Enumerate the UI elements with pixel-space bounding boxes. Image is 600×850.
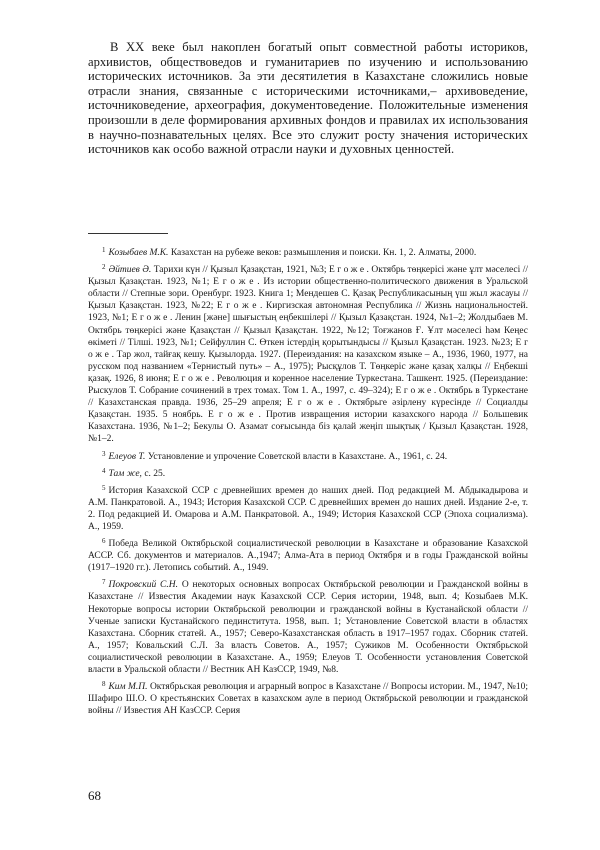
footnote-3: [88, 448, 528, 463]
footnote-author: Ким М.П.: [108, 682, 148, 693]
footnote-author: Покровский С.Н.: [108, 580, 178, 591]
footnote-text: с. 25.: [141, 468, 166, 479]
footnote-author: Елеуов Т.: [108, 451, 146, 462]
footnote-4: [88, 465, 528, 480]
footnote-5: [88, 482, 528, 533]
footnote-text: Октябрьская революция и аграрный вопрос в Казахстане // Вопросы истории. М., 1947, №10; Шафиро Ш.О. О крестьянских Советах в казахском ауле в период Октябрьской революции и гражданской войны // Известия АН КазССР. Серия: [88, 682, 528, 717]
page-number: 68: [88, 788, 101, 803]
footnote-1: [88, 244, 528, 259]
footnote-separator: [88, 233, 168, 234]
footnote-number: 7: [102, 578, 106, 587]
footnote-8: [88, 678, 528, 717]
footnote-number: 6: [102, 537, 106, 546]
footnote-text: Установление и упрочение Советской власти в Казахстане. А., 1961, с. 24.: [145, 451, 448, 462]
footnote-author: Там же,: [108, 468, 142, 479]
footnote-6: [88, 535, 528, 574]
main-paragraph: В XX веке был накоплен богатый опыт совместной работы историков, архивистов, обществоведов и гуманитариев по изучению и использованию исторических источников. За эти десятилетия в Казахстане сложились новые отрасли знания, связанные с историческими источниками,– архивоведение, источниковедение, археография, документоведение. Положительные изменения произошли в деле формирования архивных фондов и правилах их использования в научно-познавательных целях. Все это служит росту значения исторических источников как особо важной отрасли науки и духовных ценностей.: [88, 40, 528, 157]
footnote-number: 2: [102, 263, 106, 272]
footnote-text: История Казахской ССР с древнейших времен до наших дней. Под редакцией М. Абдыкадырова и А.М. Панкратовой. А., 1943; История Казахской ССР. С древнейших времен до наших дней. Издание 2-е, т. 2. Под редакцией И. Омарова и А.М. Панкратовой. А., 1949; История Казахской ССР (Эпоха социализма). А., 1959.: [88, 485, 528, 532]
footnotes: [88, 244, 528, 719]
footnote-7: [88, 576, 528, 676]
footnote-number: 5: [102, 483, 106, 492]
footnote-text: Казахстан на рубеже веков: размышления и поиски. Кн. 1, 2. Алматы, 2000.: [168, 248, 477, 258]
footnote-number: 8: [102, 680, 106, 689]
footnote-number: 3: [102, 449, 106, 458]
footnote-author: Козыбаев М.К.: [108, 248, 169, 258]
footnote-text: О некоторых основных вопросах Октябрьской революции и Гражданской войны в Казахстане // Известия Академии наук Казахской ССР. Серия истории, 1948, вып. 4; Козыбаев М.К. Некоторые вопросы истории Октябрьской революции и гражданской войны в Кустанайской области // Ученые записки Кустанайского пединститута. 1958, вып. 1; Установление Советской власти в областях Казахстана. Сборник статей. А., 1957; Северо-Казахстанская область в 1917–1957 годах. Сборник статей. А., 1957; Ковальский С.Л. За власть Советов. А., 1957; Сужиков М. Особенности Октябрьской социалистической революции в Казахстане. А., 1959; Елеуов Т. Особенности установления Советской власти в Уральской области // Вестник АН КазССР, 1949, №8.: [88, 580, 528, 675]
footnote-number: 4: [102, 466, 106, 475]
footnote-author: Әйтиев Ә.: [108, 265, 152, 276]
footnote-text: Победа Великой Октябрьской социалистической революции в Казахстане и образование Казахской АССР. Сб. документов и материалов. А.,1947; Алма-Ата в период Октября и в годы Гражданской войны (1917–1920 гг.). Летопись событий. А., 1949.: [88, 539, 528, 574]
footnote-text: Тарихи күн // Қызыл Қазақстан, 1921, №3; Е г о ж е . Октябрь төңкерісі және ұлт мәселесі // Қызыл Қазақстан. 1923, №1; Е г о ж е . Из истории общественно-политического движения в Уральской области // Степные зори. Оренбург. 1923. Книга 1; Мендешев С. Қазақ Республикасының үш жыл жасауы // Қызыл Қазақстан. 1923, №22; Е г о ж е . Киргизская автономная Республика // Жизнь национальностей. 1923, №1; Е г о ж е . Ленин [және] шығыстың еңбекшілері // Қызыл Қазақстан. 1924, №1–2; Жолдыбаев М. Октябрь төңкерісі және Қазақстан // Қызыл Қазақстан. 1922, №12; Тоғжанов Ғ. Ұлт мәселесі һәм Кеңес өкіметі // Тілші. 1923, №1; Сейфуллин С. Өткен істердің қорытындысы // Қызыл Қазақстан. 1923. №23; Е г о ж е . Тар жол, тайғақ кешу. Қызылорда. 1927. (Переиздания: на казахском языке – А., 1936, 1960, 1977, на русском под названием «Тернистый путь» – А., 1975); Рысқұлов Т. Төңкеріс және қазақ халқы // Еңбекші қазақ. 1926, 8 июня; Е г о ж е . Революция и коренное население Туркестана. Ташкент. 1925. (Переиздание: Рыскулов Т. Собрание сочинений в трех томах. Том 1. А., 1997, с. 49–324); Е г о ж е . Октябрь в Туркестане // Казахстанская правда. 1936, 25–29 апреля; Е г о ж е . Октябрьге әзірлену күресінде // Социалды Қазақстан. 1935. 5 ноябрь. Е г о ж е . Против извращения истории казахского народа // Большевик Казахстана. 1936, №1–2; Бекулы О. Азамат соғысында біз қалай жеңіп шықтық / Қызыл Қазақстан. 1928, №1–2.: [88, 265, 528, 445]
footnote-2: [88, 261, 528, 445]
footnote-number: 1: [102, 246, 106, 254]
